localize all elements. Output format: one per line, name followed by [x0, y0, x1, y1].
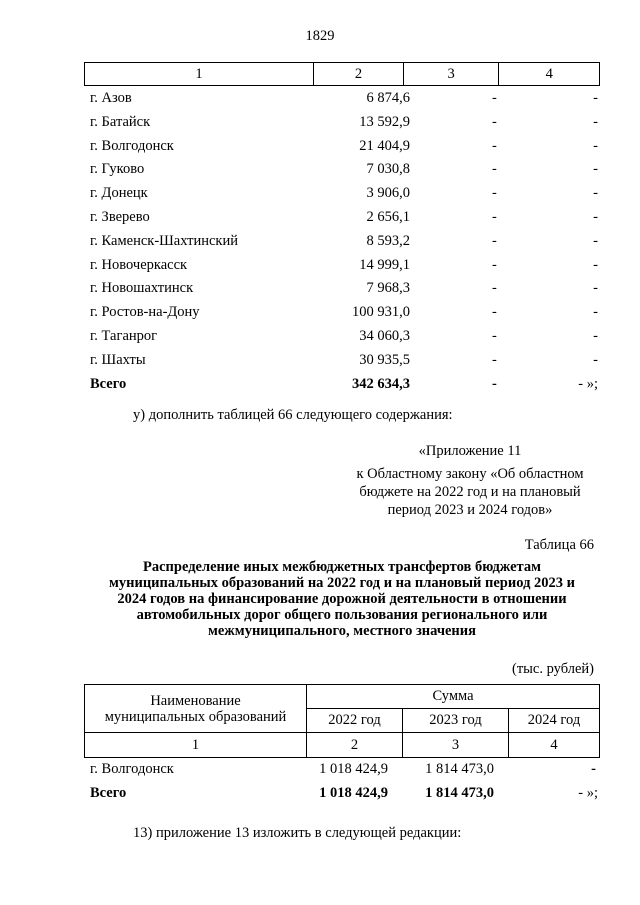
row-value-3: -	[492, 232, 497, 249]
table-total-row	[84, 374, 600, 398]
row-value-3: -	[492, 351, 497, 368]
row-value-4: -	[593, 280, 598, 297]
table-row	[84, 136, 600, 160]
row-value-3: -	[492, 185, 497, 202]
row-value-2: 13 592,9	[359, 113, 410, 130]
total-value-2022: 1 018 424,9	[319, 785, 388, 801]
units-label: (тыс. рублей)	[512, 661, 594, 677]
row-value-2: 14 999,1	[359, 256, 410, 273]
table-total-row	[84, 784, 600, 808]
row-value-3: -	[492, 256, 497, 273]
table-row	[84, 112, 600, 136]
table2-num-4: 4	[550, 736, 558, 753]
table2-body	[84, 760, 600, 808]
table-row	[84, 231, 600, 255]
row-value-2023: 1 814 473,0	[425, 761, 494, 777]
row-name: г. Новошахтинск	[90, 280, 194, 297]
row-name: г. Волгодонск	[90, 761, 174, 777]
table2-num-3: 3	[403, 733, 509, 757]
row-name: г. Волгодонск	[90, 137, 174, 154]
table2-col-name	[85, 685, 307, 733]
appendix-line-4: период 2023 и 2024 годов»	[387, 502, 553, 518]
table-title-line-3: 2024 годов на финансирование дорожной деятельности в отношении	[117, 591, 567, 607]
row-value-3: -	[492, 113, 497, 130]
table-title-line-4: автомобильных дорог общего пользования регионального или	[136, 607, 548, 623]
table1-header-col4: 4	[545, 65, 553, 82]
row-value-2024: -	[591, 761, 596, 777]
row-value-4: -	[593, 90, 598, 106]
row-name: г. Зверево	[90, 208, 150, 225]
col-name-line-1: Наименование	[150, 692, 241, 709]
row-value-2: 6 874,6	[366, 90, 410, 106]
row-value-3: -	[492, 304, 497, 321]
row-value-2: 30 935,5	[359, 351, 410, 368]
table-row	[84, 760, 600, 784]
row-value-4: -	[593, 327, 598, 344]
row-value-2: 34 060,3	[359, 327, 410, 344]
table1-header	[84, 62, 600, 86]
row-value-4: -	[593, 161, 598, 178]
table-row	[84, 278, 600, 302]
total-value-2023: 1 814 473,0	[425, 785, 494, 801]
row-value-2: 8 593,2	[366, 232, 410, 249]
table1-header-col1: 1	[85, 63, 314, 85]
table-row	[84, 255, 600, 279]
row-name: г. Шахты	[90, 351, 146, 368]
table-row	[84, 326, 600, 350]
table2-col-2022: 2022 год	[307, 709, 403, 733]
row-value-2: 2 656,1	[366, 208, 410, 225]
table-row	[84, 88, 600, 112]
table-row	[84, 159, 600, 183]
row-value-3: -	[492, 280, 497, 297]
table2-col-2024: 2024 год	[509, 709, 599, 733]
row-value-2: 3 906,0	[366, 185, 410, 202]
row-value-3: -	[492, 208, 497, 225]
row-value-4: -	[593, 113, 598, 130]
page-number: 1829	[305, 28, 335, 44]
col-name-line-2: муниципальных образований	[104, 708, 287, 725]
total-label: Всего	[90, 375, 127, 392]
table1-header-col2: 2	[314, 63, 404, 85]
instruction-u: у) дополнить таблицей 66 следующего содержания:	[133, 407, 453, 423]
row-value-3: -	[492, 90, 497, 106]
table2-num-2: 2	[307, 733, 403, 757]
total-label: Всего	[90, 785, 127, 801]
table2-num-1: 1	[85, 733, 307, 757]
row-name: г. Ростов-на-Дону	[90, 304, 200, 321]
row-value-3: -	[492, 161, 497, 178]
row-value-4: -	[593, 185, 598, 202]
row-name: г. Новочеркасск	[90, 256, 188, 273]
row-value-2: 100 931,0	[352, 304, 410, 321]
appendix-heading: «Приложение 11	[418, 443, 522, 459]
total-value-2024: - »;	[578, 785, 598, 801]
row-value-4: -	[593, 232, 598, 249]
row-value-2: 7 968,3	[366, 280, 410, 297]
total-value-3: -	[492, 375, 497, 392]
row-name: г. Донецк	[90, 185, 148, 202]
row-value-2022: 1 018 424,9	[319, 761, 388, 777]
table-row	[84, 207, 600, 231]
total-value-4: - »;	[578, 375, 598, 392]
appendix-line-2: к Областному закону «Об областном	[356, 466, 584, 482]
row-name: г. Батайск	[90, 113, 151, 130]
table-title-line-1: Распределение иных межбюджетных трансфертов бюджетам	[143, 559, 541, 575]
table-title-line-5: межмуниципального, местного значения	[207, 623, 476, 639]
table-row	[84, 183, 600, 207]
row-value-4: -	[593, 256, 598, 273]
table-row	[84, 302, 600, 326]
row-value-4: -	[593, 137, 598, 154]
row-value-4: -	[593, 351, 598, 368]
instruction-13: 13) приложение 13 изложить в следующей редакции:	[133, 825, 462, 841]
row-value-3: -	[492, 327, 497, 344]
table2-col-sum: Сумма	[307, 685, 599, 709]
table2-col-2023: 2023 год	[403, 709, 509, 733]
row-name: г. Гуково	[90, 161, 145, 178]
row-value-2: 21 404,9	[359, 137, 410, 154]
total-value-2: 342 634,3	[352, 375, 410, 392]
row-name: г. Азов	[90, 90, 132, 106]
row-name: г. Каменск-Шахтинский	[90, 232, 238, 249]
row-name: г. Таганрог	[90, 327, 158, 344]
row-value-4: -	[593, 304, 598, 321]
table-row	[84, 350, 600, 374]
row-value-2: 7 030,8	[366, 161, 410, 178]
table-label: Таблица 66	[524, 537, 594, 553]
table-title-line-2: муниципальных образований на 2022 год и на плановый период 2023 и	[108, 575, 576, 591]
row-value-3: -	[492, 137, 497, 154]
table1-header-col3: 3	[404, 63, 500, 85]
appendix-line-3: бюджете на 2022 год и на плановый	[359, 484, 581, 500]
table1-body	[84, 88, 600, 397]
table2-header	[84, 684, 600, 758]
row-value-4: -	[593, 208, 598, 225]
